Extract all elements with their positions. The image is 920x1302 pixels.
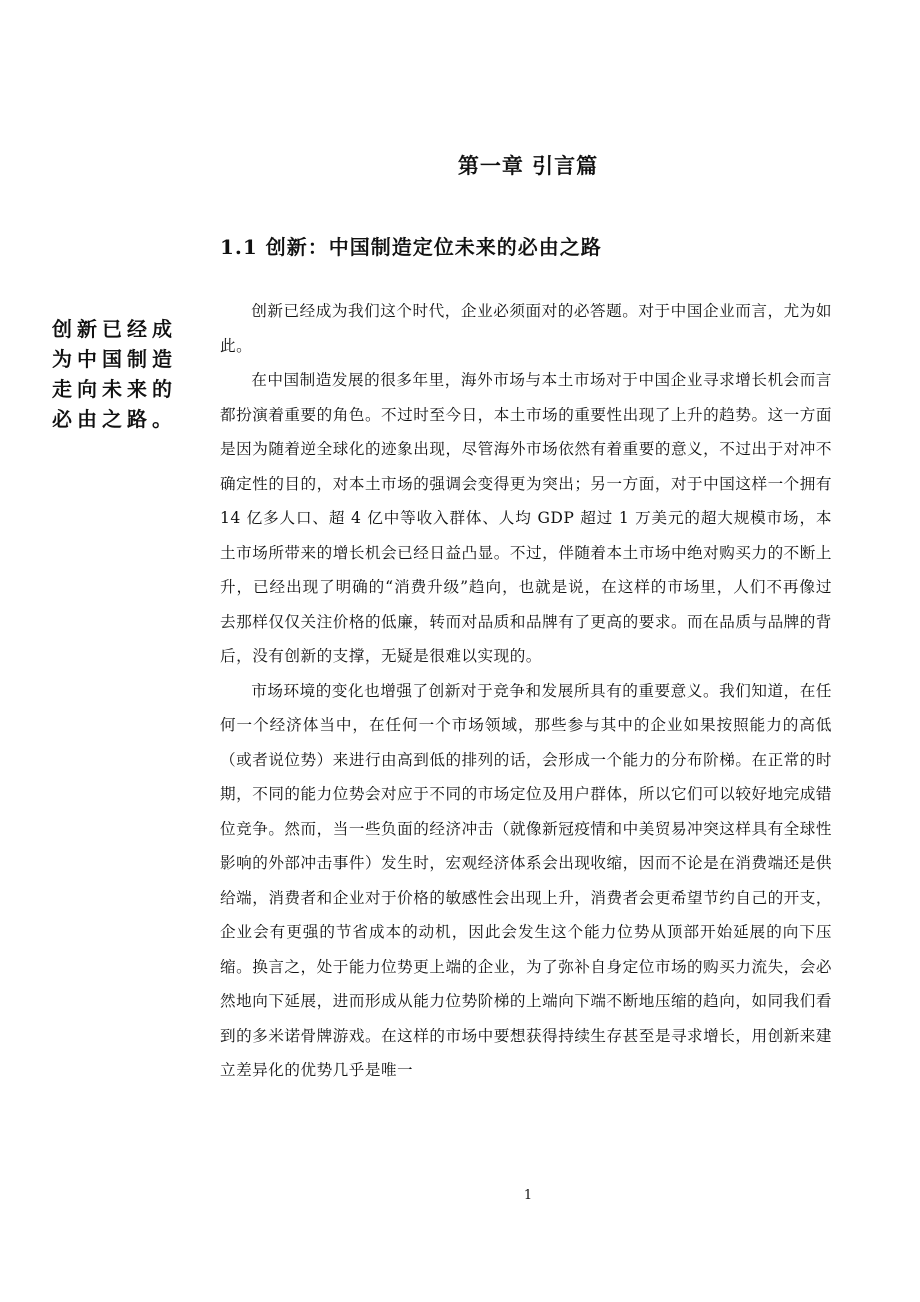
page-number: 1 [523,1188,533,1203]
paragraph: 市场环境的变化也增强了创新对于竞争和发展所具有的重要意义。我们知道，在任何一个经济体当中，在任何一个市场领域，那些参与其中的企业如果按照能力的高低（或者说位势）来进行由高到低的排列的话，会形成一个能力的分布阶梯。在正常的时期，不同的能力位势会对应于不同的市场定位及用户群体，所以它们可以较好地完成错位竞争。然而，当一些负面的经济冲击（就像新冠疫情和中美贸易冲突这样具有全球性影响的外部冲击事件）发生时，宏观经济体系会出现收缩，因而不论是在消费端还是供给端，消费者和企业对于价格的敏感性会出现上升，消费者会更希望节约自己的开支，企业会有更强的节省成本的动机，因此会发生这个能力位势从顶部开始延展的向下压缩。换言之，处于能力位势更上端的企业，为了弥补自身定位市场的购买力流失，会必然地向下延展，进而形成从能力位势阶梯的上端向下端不断地压缩的趋向，如同我们看到的多米诺骨牌游戏。在这样的市场中要想获得持续生存甚至是寻求增长，用创新来建立差异化的优势几乎是唯一 [220,681,832,1079]
paragraph: 创新已经成为我们这个时代，企业必须面对的必答题。对于中国企业而言，尤为如此。 [220,302,832,355]
chapter-title: 第一章 引言篇 [457,153,599,178]
sidebar-pull-quote: 创新已经成为中国制造走向未来的必由之路。 [52,317,177,431]
paragraph: 在中国制造发展的很多年里，海外市场与本土市场对于中国企业寻求增长机会而言都扮演着重要的角色。不过时至今日，本土市场的重要性出现了上升的趋势。这一方面是因为随着逆全球化的迹象出现，尽管海外市场依然有着重要的意义，不过出于对冲不确定性的目的，对本土市场的强调会变得更为突出；另一方面，对于中国这样一个拥有 14 亿多人口、超 4 亿中等收入群体、人均 GDP 超过 1 万美元的超大规模市场，本土市场所带来的增长机会已经日益凸显。不过，伴随着本土市场中绝对购买力的不断上升，已经出现了明确的“消费升级”趋向，也就是说，在这样的市场里，人们不再像过去那样仅仅关注价格的低廉，转而对品质和品牌有了更高的要求。而在品质与品牌的背后，没有创新的支撑，无疑是很难以实现的。 [220,371,832,665]
section-title: 1.1 创新：中国制造定位未来的必由之路 [220,235,602,259]
body-text [220,294,832,1088]
